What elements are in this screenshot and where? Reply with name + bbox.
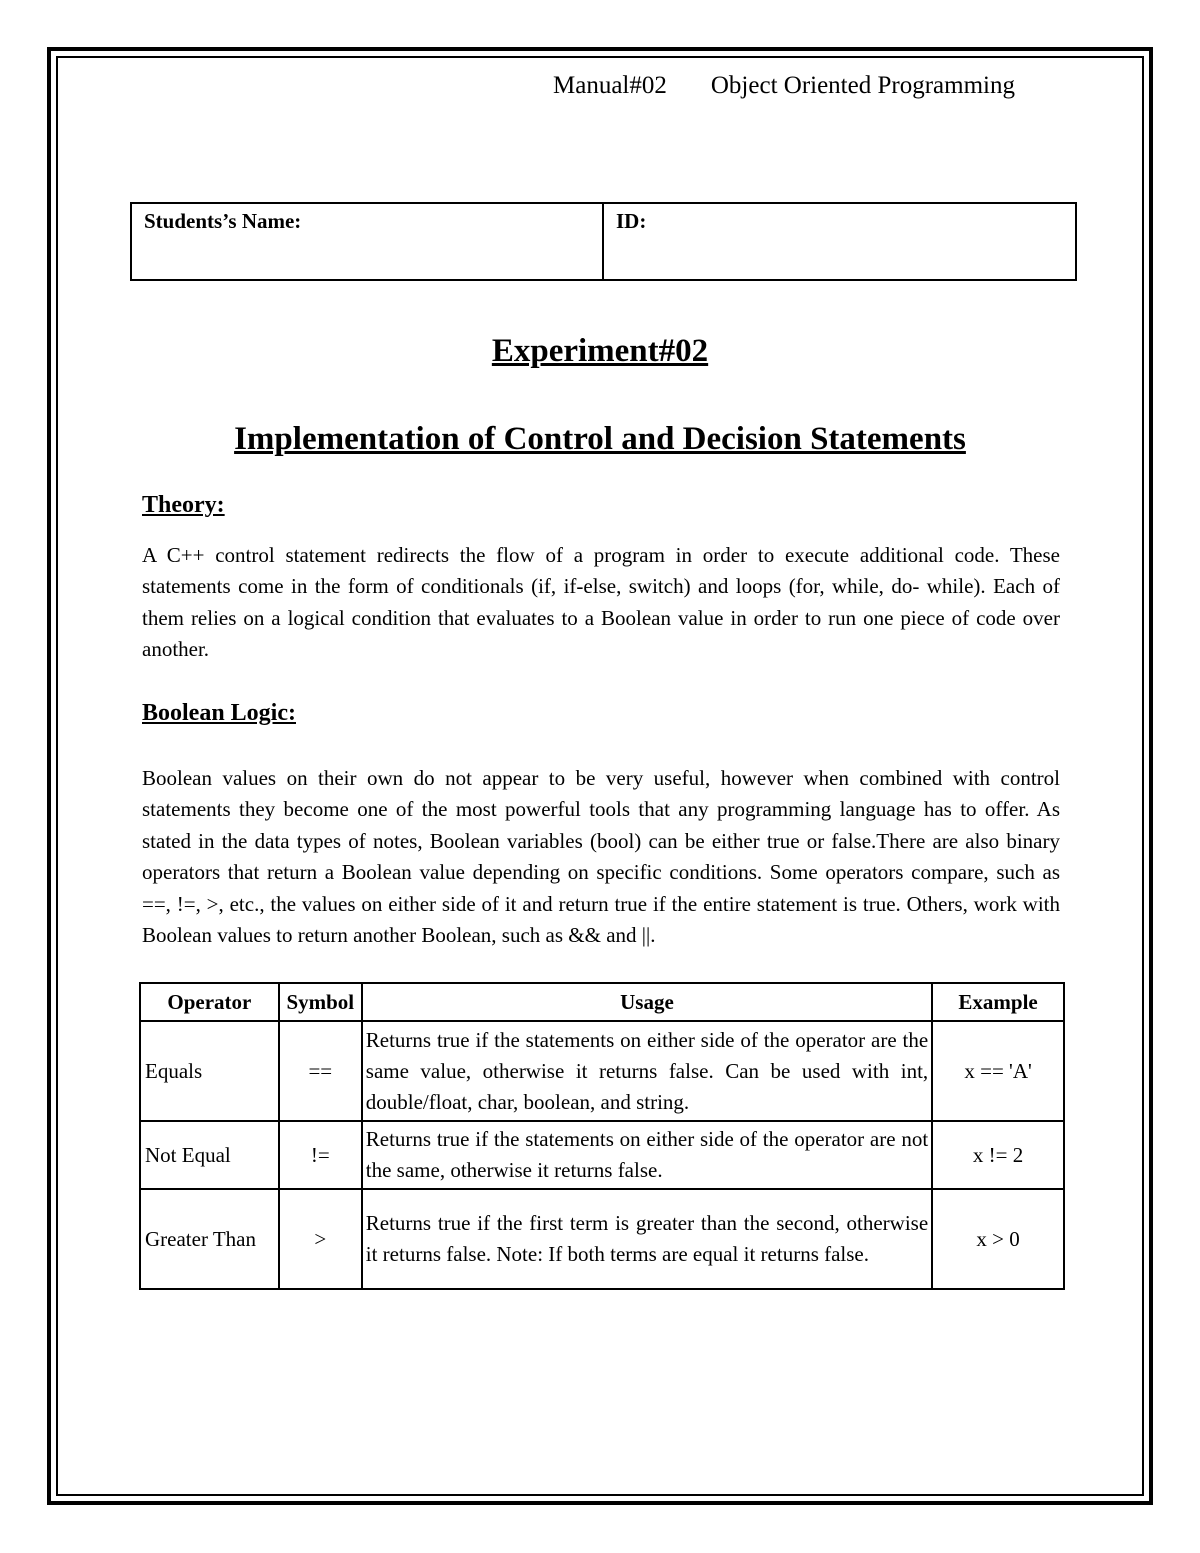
example-cell: x != 2 — [932, 1121, 1064, 1189]
column-header-symbol: Symbol — [279, 983, 362, 1021]
page-header — [553, 72, 1015, 100]
student-name-field[interactable] — [132, 204, 604, 279]
table-header-row — [140, 983, 1064, 1021]
symbol-cell: != — [279, 1121, 362, 1189]
column-header-example: Example — [932, 983, 1064, 1021]
table-row — [140, 1189, 1064, 1289]
column-header-operator: Operator — [140, 983, 279, 1021]
column-header-usage: Usage — [362, 983, 932, 1021]
course-name: Object Oriented Programming — [710, 72, 1015, 99]
operator-cell: Greater Than — [140, 1189, 279, 1289]
student-info-box — [130, 202, 1077, 281]
usage-cell: Returns true if the statements on either side of the operator are the same value, otherwise it returns false. Can be used with int, double/float, char, boolean, and string. — [362, 1021, 932, 1121]
usage-cell: Returns true if the first term is greater than the second, otherwise it returns false. Note: If both terms are equal it returns false. — [362, 1189, 932, 1289]
student-id-field[interactable] — [604, 204, 1075, 279]
theory-paragraph: A C++ control statement redirects the flow of a program in order to execute additional code. These statements come in the form of conditionals (if, if-else, switch) and loops (for, while, do- while). Each of them relies on a logical condition that evaluates to a Boolean value in order to run one piece of code over another. — [142, 543, 1060, 662]
boolean-logic-paragraph: Boolean values on their own do not appear to be very useful, however when combined with control statements they become one of the most powerful tools that any programming language has to offer. As stated in the data types of notes, Boolean variables (bool) can be either true or false.There are also binary operators that return a Boolean value depending on specific conditions. Some operators compare, such as ==, !=, >, etc., the values on either side of it and return true if the entire statement is true. Others, work with Boolean values to return another Boolean, such as && and ||. — [142, 766, 1060, 948]
boolean-logic-heading: Boolean Logic: — [142, 700, 296, 726]
example-cell: x > 0 — [932, 1189, 1064, 1289]
example-cell: x == 'A' — [932, 1021, 1064, 1121]
symbol-cell: == — [279, 1021, 362, 1121]
table-row — [140, 1121, 1064, 1189]
experiment-title: Experiment#02 — [491, 333, 709, 369]
operator-cell: Equals — [140, 1021, 279, 1121]
student-name-label: Students’s Name: — [144, 209, 302, 233]
manual-number: Manual#02 — [553, 72, 667, 99]
student-id-label: ID: — [616, 209, 647, 233]
table-row — [140, 1021, 1064, 1121]
symbol-cell: > — [279, 1189, 362, 1289]
theory-heading: Theory: — [142, 492, 225, 518]
operator-table — [139, 982, 1065, 1290]
usage-cell: Returns true if the statements on either side of the operator are not the same, otherwise it returns false. — [362, 1121, 932, 1189]
operator-cell: Not Equal — [140, 1121, 279, 1189]
topic-title: Implementation of Control and Decision Statements — [234, 421, 966, 457]
